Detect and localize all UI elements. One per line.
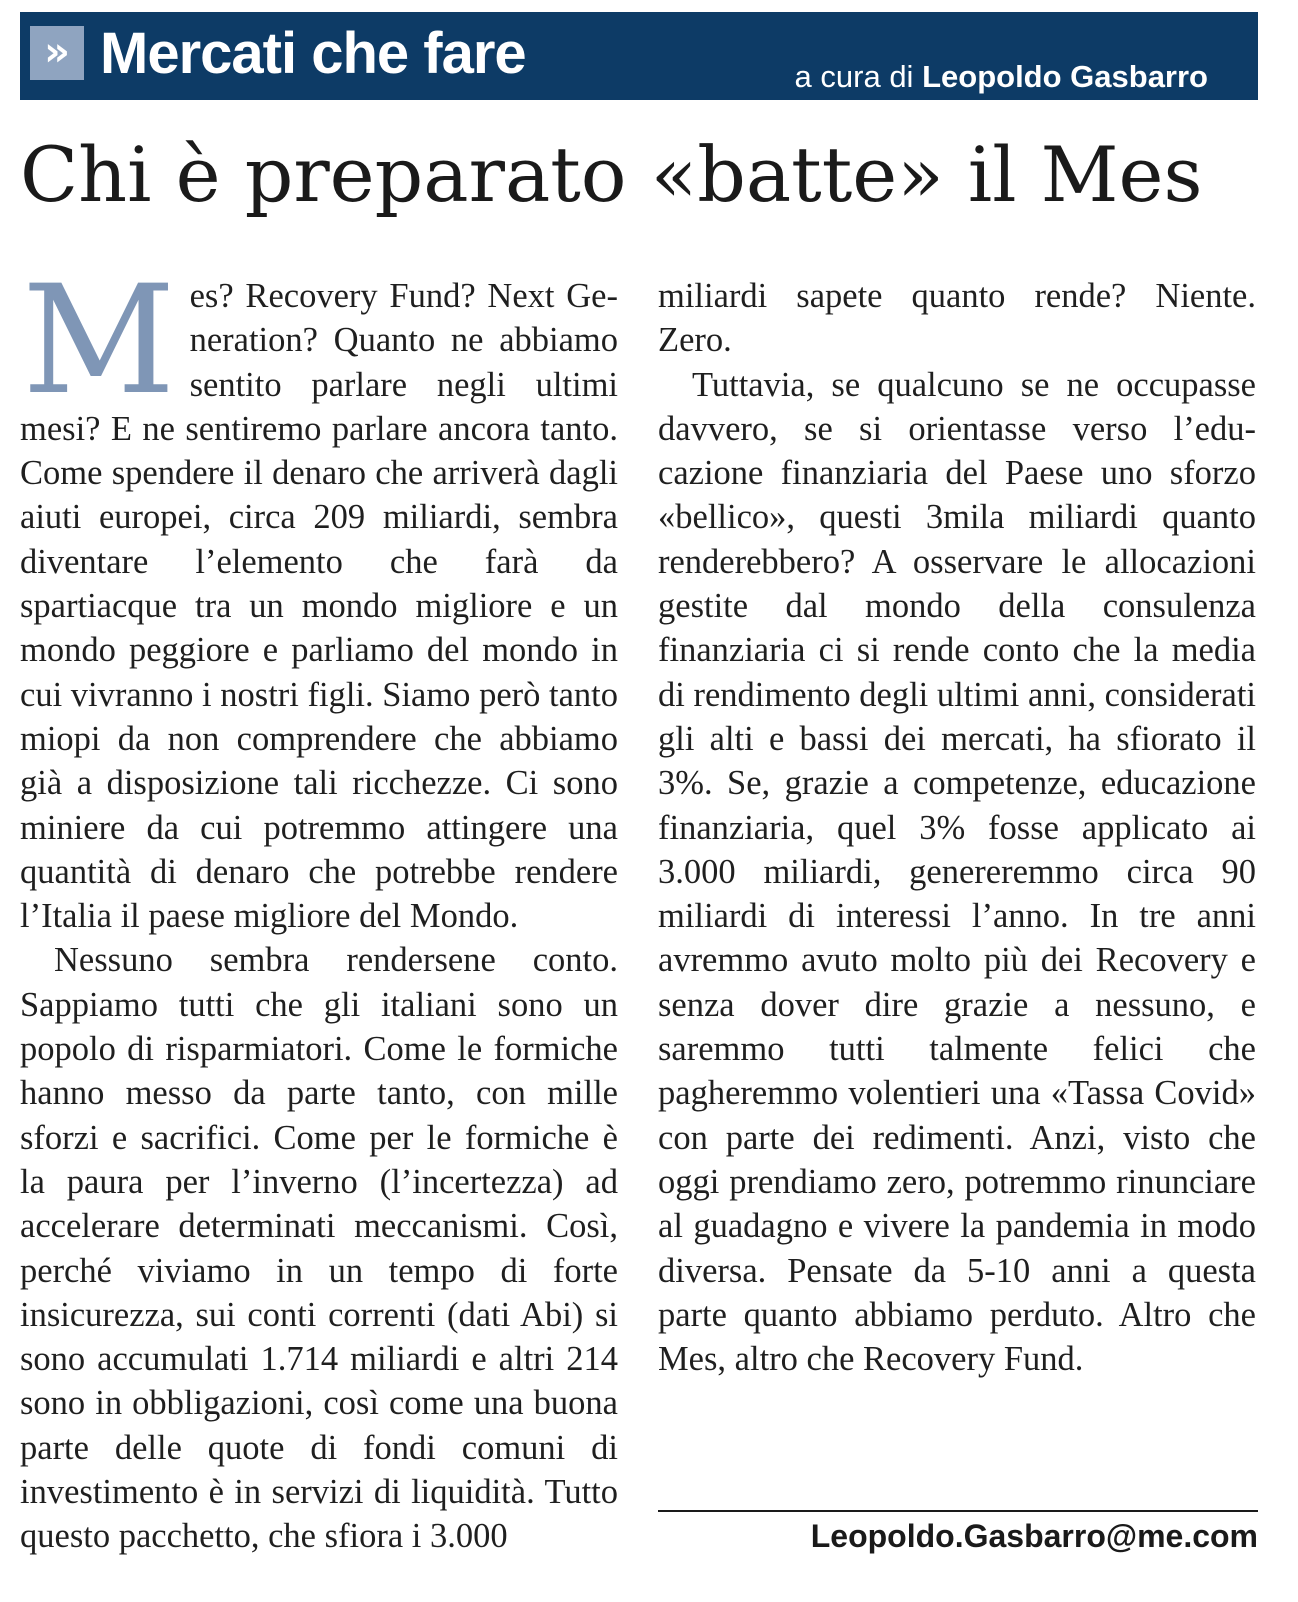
- paragraph-2: Nessuno sembra rendersene conto. Sappiamo tutti che gli italiani sono un popolo di risparmiatori. Come le formiche hanno messo da parte tanto, con mille sforzi e sacrifici. Come per le formiche è la paura per l’inverno (l’incertezza) ad accelerare determinati meccanismi. Così, perché viviamo in un tempo di forte insicurezza, sui conti correnti (dati Abi) si sono accumulati 1.714 miliardi e altri 214 sono in obbligazioni, così come una buona parte delle quote di fondi comuni di investimento è in servizi di liquidità. Tutto questo pacchetto, che sfiora i 3.000: [20, 941, 618, 1556]
- byline-author: Leopoldo Gasbarro: [922, 59, 1208, 94]
- paragraph-1: [20, 274, 618, 938]
- byline: [795, 58, 1208, 96]
- article-headline: Chi è preparato «batte» il Mes: [20, 130, 1203, 219]
- article-column-right: [658, 274, 1256, 1474]
- section-banner: [20, 12, 1258, 100]
- paragraph-2-continued: miliardi sapete quanto rende? Niente. Zero.: [658, 277, 1256, 360]
- drop-cap: M: [22, 274, 176, 428]
- paragraph-3: Tuttavia, se qualcuno se ne occupasse davvero, se si orientasse verso l’educazione finanziaria del Paese uno sforzo «bellico», questi 3mila miliardi quanto renderebbero? A osservare le allocazioni gestite dal mondo della consulenza finanziaria ci si rende conto che la media di rendimento degli ultimi anni, considerati gli alti e bassi dei mercati, ha sfiorato il 3%. Se, grazie a competenze, educazione finanziaria, quel 3% fosse applicato ai 3.000 miliardi, genereremmo circa 90 miliardi di interessi l’anno. In tre anni avremmo avuto molto più dei Recovery e senza dover dire grazie a nessuno, e saremmo tutti talmente felici che pagheremmo volentieri una «Tassa Covid» con parte dei redimenti. Anzi, visto che oggi prendiamo zero, potremmo rinunciare al guadagno e vivere la pandemia in modo diversa. Pensate da 5-10 anni a questa parte quanto abbiamo perduto. Altro che Mes, altro che Recovery Fund.: [658, 365, 1256, 1379]
- double-chevron-icon: »: [30, 26, 84, 80]
- article-column-left: [20, 274, 618, 1574]
- author-email[interactable]: Leopoldo.Gasbarro@me.com: [810, 1518, 1258, 1554]
- byline-prefix: a cura di: [794, 59, 914, 94]
- paragraph-1-text: es? Recovery Fund? Next Generation? Quanto ne abbiamo sentito parlare negli ultimi mesi? E ne sentiremo parlare ancora tanto. Come spendere il denaro che arriverà dagli aiuti europei, circa 209 miliardi, sembra diventare l’elemento che farà da spartiacque tra un mondo migliore e un mondo peggiore e parliamo del mondo in cui vivranno i nostri figli. Siamo però tanto miopi da non comprendere che abbiamo già a disposizione tali ricchezze. Ci sono miniere da cui potremmo attingere una quantità di denaro che potrebbe rendere l’Italia il paese migliore del Mondo.: [20, 277, 618, 936]
- signature-divider: [658, 1510, 1258, 1512]
- section-title: Mercati che fare: [100, 21, 526, 86]
